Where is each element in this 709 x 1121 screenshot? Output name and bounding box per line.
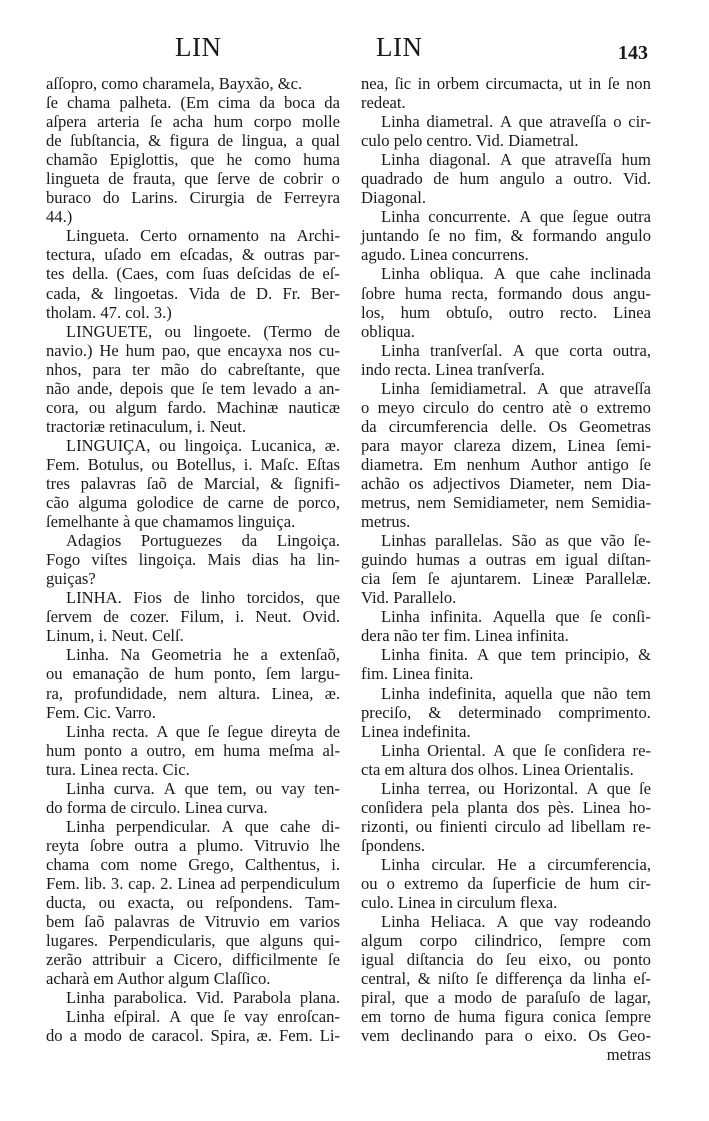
- text-line: Linha Heliaca. A que vay rodeando: [381, 912, 651, 932]
- text-line: cia ſem ſe ajuntarem. Lineæ Parallelæ.: [361, 569, 651, 589]
- text-line: conſidera pela planta dos pès. Linea ho-: [361, 797, 651, 817]
- text-line: ou emanação de hum ponto, ſem largu-: [46, 664, 340, 684]
- text-line: guiças?: [46, 569, 96, 589]
- text-line: rizonti, ou finienti circulo ad libellam re-: [361, 816, 651, 836]
- text-line: chamão Epiglottis, que he como huma: [46, 150, 340, 170]
- text-line: ſpondens.: [361, 835, 426, 855]
- text-line: tura. Linea recta. Cic.: [46, 759, 190, 779]
- text-line: da circumferencia delle. Os Geometras: [361, 416, 651, 436]
- text-line: LINHA. Fios de linho torcidos, que: [66, 588, 340, 608]
- text-line: Linha curva. A que tem, ou vay ten-: [66, 778, 340, 798]
- text-line: ra, profundidade, nem altura. Linea, æ.: [46, 683, 340, 703]
- text-line: cão alguma golodice de carne de porco,: [46, 493, 340, 513]
- text-line: Linha circular. He a circumferencia,: [381, 854, 651, 874]
- text-line: Fem. Botulus, ou Botellus, i. Maſc. Eſtas: [46, 454, 340, 474]
- text-line: Fem. lib. 3. cap. 2. Linea ad perpendiculum: [46, 873, 340, 893]
- text-line: indo recta. Linea tranſverſa.: [361, 359, 545, 379]
- text-line: culo pelo centro. Vid. Diametral.: [361, 131, 579, 151]
- text-line: Linha finita. A que tem principio, &: [381, 645, 651, 665]
- text-line: Fogo viſtes lingoiça. Mais dias ha lin-: [46, 550, 340, 570]
- text-line: redeat.: [361, 93, 406, 113]
- text-line: cada, & lingoetas. Vida de D. Fr. Ber-: [46, 283, 340, 303]
- text-line: algum corpo cilindrico, ſempre com: [361, 931, 651, 951]
- running-head-right: LIN: [376, 32, 423, 62]
- text-line: lugares. Perpendicularis, que alguns qui-: [46, 931, 340, 951]
- text-line: Linha diametral. A que atraveſſa o cir-: [381, 112, 651, 132]
- text-line: bem ſaõ palavras de Vitruvio em varios: [46, 912, 340, 932]
- text-line: do forma de circulo. Linea curva.: [46, 797, 268, 817]
- text-line: fim. Linea finita.: [361, 664, 474, 684]
- text-line: Linha parabolica. Vid. Parabola plana.: [66, 988, 340, 1008]
- text-line: chama com nome Grego, Calthentus, i.: [46, 854, 340, 874]
- text-line: los, hum obtuſo, outro recto. Linea: [361, 302, 651, 322]
- text-line: Linha Oriental. A que ſe conſidera re-: [381, 740, 651, 760]
- text-line: cora, ou algum fardo. Machinæ nauticæ: [46, 397, 340, 417]
- text-line: ducta, ou exacta, ou reſpondens. Tam-: [46, 893, 340, 913]
- text-line: Vid. Parallelo.: [361, 588, 457, 608]
- text-line: Linha perpendicular. A que cahe di-: [66, 816, 340, 836]
- text-line: tes della. (Caes, com ſuas deſcidas de eſ-: [46, 264, 340, 284]
- text-line: Adagios Portuguezes da Lingoiça.: [66, 531, 340, 551]
- text-line: LINGUETE, ou lingoete. (Termo de: [66, 321, 340, 341]
- text-line: aſſopro, como charamela, Bayxão, &c.: [46, 74, 303, 93]
- text-line: nhos, para ter mão do cabreſtante, que: [46, 359, 340, 379]
- catchword: metras: [606, 1045, 651, 1065]
- text-line: Linha terrea, ou Horizontal. A que ſe: [381, 778, 651, 798]
- text-line: acharà em Author algum Claſſico.: [46, 969, 271, 989]
- text-line: buraco do Larins. Cirurgia de Ferreyra: [46, 188, 340, 208]
- running-head-left: LIN: [175, 32, 222, 62]
- text-line: piral, que a modo de paraſuſo de lagar,: [361, 988, 651, 1008]
- left-column: [46, 74, 340, 1045]
- text-line: Diagonal.: [361, 188, 426, 208]
- text-line: igual diſtancia do ſeu eixo, ou ponto: [361, 950, 651, 970]
- text-line: metrus, nem Semidiameter, nem Semidia-: [361, 493, 651, 513]
- text-line: do a modo de caracol. Spira, æ. Fem. Li-: [46, 1026, 340, 1046]
- text-line: Linha recta. A que ſe ſegue direyta de: [66, 721, 340, 741]
- text-line: metrus.: [361, 512, 411, 532]
- text-line: cta em altura dos olhos. Linea Orientalis.: [361, 759, 634, 779]
- text-line: em torno de huma figura conica ſempre: [361, 1007, 651, 1027]
- text-line: ou o extremo da ſuperficie de hum cir-: [361, 873, 651, 893]
- text-line: Linea indefinita.: [361, 721, 471, 741]
- text-line: tectura, uſado em eſcadas, & outras par-: [46, 245, 340, 265]
- text-line: 44.): [46, 207, 73, 227]
- text-line: guindo humas a outras em igual diſtan-: [361, 550, 651, 570]
- text-line: Linum, i. Neut. Celſ.: [46, 626, 184, 646]
- text-line: achão os adjectivos Diameter, nem Dia-: [361, 473, 651, 493]
- text-line: ſervem de cozer. Filum, i. Neut. Ovid.: [46, 607, 340, 627]
- text-line: o meyo circulo do centro atè o extremo: [361, 397, 651, 417]
- text-line: vem declinando para o eixo. Os Geo-: [361, 1026, 651, 1046]
- text-line: Linha ſemidiametral. A que atraveſſa: [381, 378, 651, 398]
- text-line: obliqua.: [361, 321, 415, 341]
- text-line: LINGUIÇA, ou lingoiça. Lucanica, æ.: [66, 435, 340, 455]
- text-line: diametra. Em nenhum Author antigo ſe: [361, 454, 651, 474]
- text-line: Linha diagonal. A que atraveſſa hum: [381, 150, 651, 170]
- text-line: Lingueta. Certo ornamento na Archi-: [66, 226, 340, 246]
- text-line: ſobre huma recta, formando dous angu-: [361, 283, 651, 303]
- text-line: Linha obliqua. A que cahe inclinada: [381, 264, 651, 284]
- text-line: ſe chama palheta. (Em cima da boca da: [46, 93, 340, 113]
- text-line: hum ponto a outro, em huma meſma al-: [46, 740, 340, 760]
- text-line: lingueta de frauta, que ſerve de cobrir o: [46, 169, 340, 189]
- text-line: reyta ſobre outra a plumo. Vitruvio lhe: [46, 835, 340, 855]
- text-line: Fem. Cic. Varro.: [46, 702, 156, 722]
- text-line: preciſo, & determinado comprimento.: [361, 702, 651, 722]
- text-line: Linha tranſverſal. A que corta outra,: [381, 340, 651, 360]
- text-line: tractoriæ retinaculum, i. Neut.: [46, 416, 246, 436]
- page-number: 143: [618, 42, 648, 64]
- text-line: tres palavras ſaõ de Marcial, & ſignifi-: [46, 473, 340, 493]
- text-line: nea, ſic in orbem circumacta, ut in ſe non: [361, 74, 651, 93]
- text-line: Linha infinita. Aquella que ſe conſi-: [381, 607, 651, 627]
- text-line: central, & niſto ſe differença da linha eſ-: [361, 969, 651, 989]
- text-line: Linha eſpiral. A que ſe vay enroſcan-: [66, 1007, 340, 1027]
- text-line: zerão attribuir a Cicero, difficilmente ſe: [46, 950, 340, 970]
- text-line: Linha concurrente. A que ſegue outra: [381, 207, 651, 227]
- text-line: para mayor clareza dizem, Linea ſemi-: [361, 435, 651, 455]
- text-line: juntando ſe no fim, & formando angulo: [361, 226, 651, 246]
- text-line: quadrado de hum angulo a outro. Vid.: [361, 169, 651, 189]
- text-line: Linha indefinita, aquella que não tem: [381, 683, 651, 703]
- text-line: dera não ter fim. Linea infinita.: [361, 626, 569, 646]
- right-column: [361, 74, 651, 1064]
- text-line: tholam. 47. col. 3.): [46, 302, 172, 322]
- text-line: navio.) He hum pao, que encayxa nos cu-: [46, 340, 340, 360]
- text-line: agudo. Linea concurrens.: [361, 245, 529, 265]
- text-line: Linhas parallelas. São as que vão ſe-: [381, 531, 651, 551]
- text-line: aſpera arteria ſe acha hum corpo molle: [46, 112, 340, 132]
- text-line: culo. Linea in circulum flexa.: [361, 893, 558, 913]
- text-line: ſemelhante à que chamamos linguiça.: [46, 512, 296, 532]
- text-line: de ſubſtancia, & figura de lingua, a qual: [46, 131, 340, 151]
- text-line: não ande, depois que ſe tem levado a an-: [46, 378, 340, 398]
- text-line: Linha. Na Geometria he a extenſaõ,: [66, 645, 340, 665]
